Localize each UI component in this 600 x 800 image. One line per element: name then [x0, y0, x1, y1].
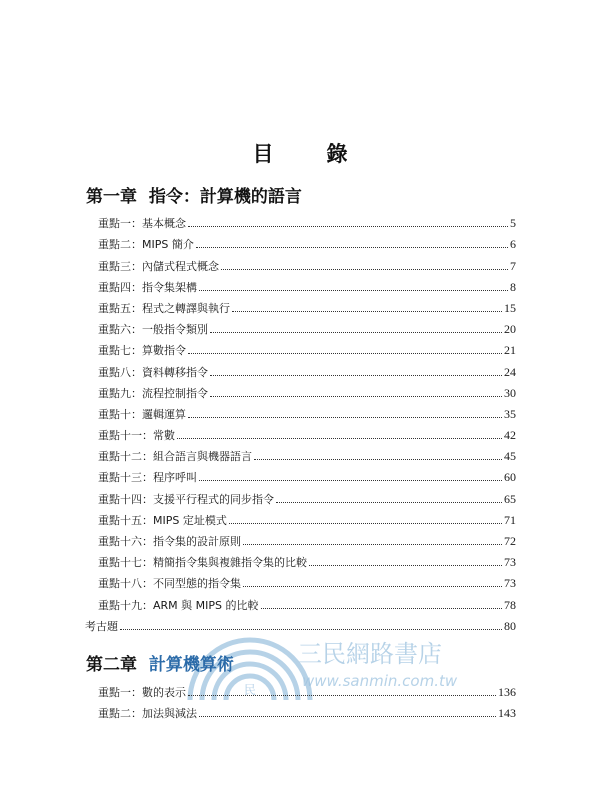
dot-leader [261, 607, 503, 609]
watermark-store-name: 三民網路書店 [298, 640, 442, 668]
chapter-1-number: 第一章 [86, 187, 137, 207]
toc-entry-label: 重點十六：指令集的設計原則 [98, 535, 241, 548]
toc-entry-label: 重點十七：精簡指令集與複雜指令集的比較 [98, 556, 307, 570]
toc-entry[interactable] [98, 678, 516, 699]
chapter-2-heading [86, 650, 516, 675]
toc-entry[interactable] [98, 569, 516, 590]
dot-leader [188, 694, 496, 696]
toc-entry-label: 考古題 [85, 619, 118, 633]
toc-entry-label: 重點十九：ARM 與 MIPS 的比較 [98, 598, 259, 612]
dot-leader [229, 522, 502, 524]
dot-leader [243, 585, 502, 587]
toc-entry[interactable] [98, 273, 516, 294]
toc-entry-page: 65 [504, 491, 516, 506]
toc-entry-page: 78 [504, 597, 516, 612]
toc-entry-label: 重點二：MIPS 簡介 [98, 238, 194, 252]
toc-entry[interactable] [98, 209, 516, 230]
toc-entry-page: 35 [504, 406, 516, 421]
toc-entry[interactable] [98, 442, 516, 463]
toc-entry[interactable] [98, 357, 516, 378]
watermark-logo-char: 民 [243, 683, 257, 697]
toc-entry-label: 重點十一：常數 [98, 429, 175, 443]
dot-leader [196, 246, 508, 248]
toc-entry-exam[interactable] [85, 612, 516, 633]
toc-entry-page: 73 [504, 576, 516, 591]
dot-leader [221, 268, 508, 270]
toc-entry-label: 重點三：內儲式程式概念 [98, 259, 219, 273]
dot-leader [188, 225, 508, 227]
toc-entry-page: 136 [498, 685, 516, 700]
dot-leader [188, 352, 502, 354]
dot-leader [309, 564, 502, 566]
page-title: 目 錄 [252, 142, 364, 166]
dot-leader [199, 479, 502, 481]
dot-leader [276, 501, 502, 503]
toc-entry[interactable] [98, 251, 516, 272]
toc-entry-page: 143 [498, 706, 516, 721]
toc-entry-label: 重點一：基本概念 [98, 217, 186, 231]
dot-leader [177, 437, 502, 439]
toc-entry-page: 15 [504, 300, 516, 315]
toc-entry[interactable] [98, 590, 516, 611]
toc-entry-label: 重點十三：程序呼叫 [98, 471, 197, 485]
toc-entry-page: 45 [504, 449, 516, 464]
toc-entry-page: 21 [504, 343, 516, 358]
chapter-2-number: 第二章 [86, 655, 137, 675]
toc-entry-label: 重點四：指令集架構 [98, 280, 197, 294]
dot-leader [210, 395, 502, 397]
toc-entry[interactable] [98, 230, 516, 251]
dot-leader [210, 331, 502, 333]
toc-entry-page: 72 [504, 534, 516, 548]
toc-entry-page: 60 [504, 470, 516, 485]
toc-entry[interactable] [98, 506, 516, 527]
watermark-url: www.sanmin.com.tw [302, 672, 458, 690]
toc-entry-page: 5 [510, 216, 516, 231]
chapter-1-heading [86, 182, 516, 207]
toc-entry-label: 重點十八：不同型態的指令集 [98, 577, 241, 591]
chapter-2-toc [98, 678, 516, 720]
chapter-1-toc [85, 209, 516, 633]
toc-entry-label: 重點十：邏輯運算 [98, 407, 186, 421]
toc-entry[interactable] [98, 400, 516, 421]
chapter-2-title: 計算機算術 [148, 655, 234, 675]
toc-entry-label: 重點十四：支援平行程式的同步指令 [98, 492, 274, 506]
dot-leader [188, 416, 502, 418]
toc-entry-label: 重點二：加法與減法 [98, 707, 197, 721]
toc-entry-label: 重點五：程式之轉譯與執行 [98, 301, 230, 315]
toc-entry[interactable] [98, 527, 516, 548]
toc-entry-page: 30 [504, 385, 516, 400]
toc-entry-page: 71 [504, 512, 516, 527]
toc-entry-page: 42 [504, 428, 516, 443]
toc-entry[interactable] [98, 548, 516, 569]
dot-leader [120, 628, 502, 630]
toc-entry-page: 8 [510, 279, 516, 294]
dot-leader [199, 715, 496, 717]
toc-entry[interactable] [98, 421, 516, 442]
dot-leader [254, 458, 502, 460]
toc-entry-label: 重點十五：MIPS 定址模式 [98, 513, 227, 527]
toc-entry-page: 80 [504, 618, 516, 633]
toc-entry-page: 7 [510, 258, 516, 273]
dot-leader [232, 310, 502, 312]
toc-entry-page: 20 [504, 322, 516, 337]
chapter-1-title: 指令：計算機的語言 [148, 187, 302, 207]
toc-entry[interactable] [98, 315, 516, 336]
toc-entry-label: 重點一：數的表示 [98, 686, 186, 700]
toc-entry[interactable] [98, 484, 516, 505]
toc-entry-label: 重點十二：組合語言與機器語言 [98, 450, 252, 464]
toc-entry[interactable] [98, 699, 516, 720]
toc-entry-label: 重點七：算數指令 [98, 344, 186, 358]
toc-entry[interactable] [98, 379, 516, 400]
toc-entry-page: 6 [510, 237, 516, 252]
toc-entry-page: 24 [504, 364, 516, 379]
dot-leader [210, 374, 502, 376]
toc-entry-label: 重點六：一般指令類別 [98, 323, 208, 337]
toc-entry-page: 73 [504, 555, 516, 570]
dot-leader [199, 289, 508, 291]
toc-entry[interactable] [98, 294, 516, 315]
toc-entry-label: 重點九：流程控制指令 [98, 386, 208, 400]
toc-entry[interactable] [98, 463, 516, 484]
toc-entry-label: 重點八：資料轉移指令 [98, 365, 208, 379]
dot-leader [243, 543, 502, 545]
toc-entry[interactable] [98, 336, 516, 357]
